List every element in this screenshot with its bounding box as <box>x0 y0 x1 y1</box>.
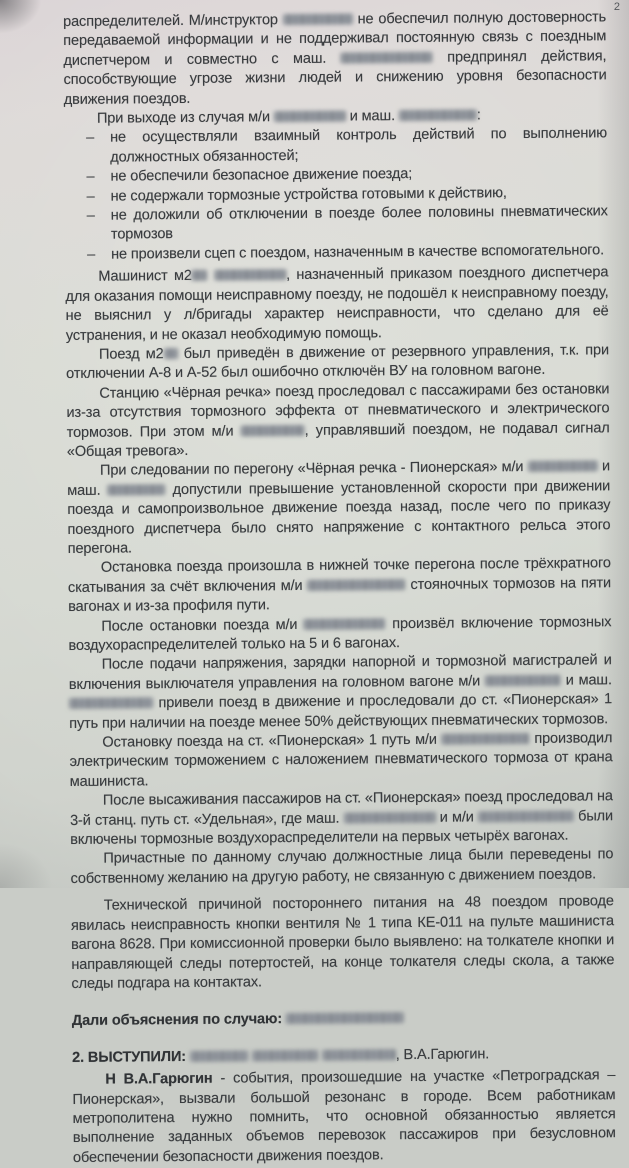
text-run: Машинист м2 <box>98 268 192 285</box>
redacted-name <box>69 697 153 709</box>
text-run: не обеспечил полную достоверность передаваемой информации и не поддерживал постоянную связь с поездным диспетчером и совместно с маш. <box>63 9 607 69</box>
text-run: После высаживания пассажиров на ст. «Пионерская» поезд проследовал на 3-й станц. путь ст. «Удельная», где маш. <box>69 788 613 829</box>
redacted-name <box>341 52 433 64</box>
redacted-name <box>307 579 405 591</box>
text-run: Поезд м2 <box>98 346 164 363</box>
text-run: Остановка поезда произошла в нижней точке перегона после трёхкратного скатывания за счёт включения м/и <box>67 555 611 596</box>
redacted-name <box>274 111 346 123</box>
bullet-text: не обеспечили безопасное движение поезда; <box>110 166 413 185</box>
text-run: привели поезд в движение и проследовали до ст. «Пионерская» 1 путь при наличии на поезде менее 50% действующих пневматических тормозов. <box>69 691 613 732</box>
text-run: Причастные по данному случаю должностные лица были переведены по собственному желанию на другую работу, не связанную с движением поездов. <box>70 846 614 887</box>
bullet-dash: – <box>87 246 96 263</box>
bullet-text: не произвели сцеп с поездом, назначенным в качестве вспомогательного. <box>111 242 605 263</box>
text-run: распределителей. М/инструктор <box>63 12 283 30</box>
bullet-dash: – <box>86 168 95 186</box>
text-run: 2. ВЫСТУПИЛИ: <box>72 1048 190 1066</box>
redacted-name <box>322 1049 396 1061</box>
redacted-name <box>163 348 177 359</box>
redacted-name <box>442 733 530 745</box>
bullet-dash: – <box>86 130 95 147</box>
text-run: При следовании по перегону «Чёрная речка - Пионерская» м/и <box>99 459 528 480</box>
paragraph-after-stop <box>68 613 611 657</box>
paragraph-udelnaya <box>70 787 613 850</box>
paragraph-driver-m2 <box>65 264 609 346</box>
redacted-name <box>304 618 386 630</box>
redacted-name <box>485 674 561 686</box>
redacted-name <box>192 270 208 281</box>
redacted-name <box>283 13 353 25</box>
bullet-dash: – <box>86 188 95 205</box>
paragraph-speakers <box>72 1044 615 1068</box>
bullet-text: не доложили об отключении в поезде более половины пневматических тормозов <box>110 203 608 244</box>
paragraph-chernaya-rechka <box>66 380 610 462</box>
text-run: допустили превышение установленной скорости при движении поезда и самопроизвольное движение поезда назад, после чего по приказу поездного диспетчера было снято напряжение с контактного рельса этого перегона. <box>67 477 611 557</box>
text-run: и маш. <box>345 108 399 125</box>
text-run: и м/и <box>435 809 478 826</box>
text-run: , назначенный приказом поездного диспетчера для оказания помощи неисправному поезду, не подошёл к неисправному поезду, не выяснил у л/бригады характер неисправности, что сделано для её устранения, и не оказал необходимую помощь. <box>65 264 609 344</box>
paragraph-span-speeding <box>67 458 611 560</box>
text-run: стояночных тормозов на пяти вагонах и из-за профиля пути. <box>68 575 612 616</box>
text-run: При выходе из случая м/и <box>96 109 274 127</box>
redacted-name <box>214 269 286 281</box>
text-run: , В.А.Гарюгин. <box>395 1046 490 1063</box>
paragraph-garyugin-speech <box>72 1066 616 1168</box>
redacted-name <box>252 1050 318 1062</box>
text-run: После подачи напряжения, зарядки напорной и тормозной магистралей и включения выключателя управления на головном вагоне м/и <box>68 652 612 693</box>
redacted-name <box>108 484 166 496</box>
redacted-name <box>528 461 598 473</box>
text-run: : <box>476 107 481 124</box>
text-run: Станцию «Чёрная речка» поезд проследовал с пассажирами без остановки из-за отсутствия тормозного эффекта от пневматического и электрического тормозов. При этом м/и <box>66 380 610 441</box>
bullet-item <box>64 125 607 169</box>
text-run: Технической причиной постороннего питания на 48 поездом проводе явилась неисправность кнопки вентиля № 1 типа КЕ-011 на пульте машиниста вагона 8628. При комиссионной проверки было выявлено: на толкателе кнопки и направляющей следы потертостей, на конце толкателя следы скола, а также следы подгара на контактах. <box>70 893 615 992</box>
redacted-name <box>241 424 305 436</box>
text-run: и маш. <box>560 672 612 689</box>
redacted-name <box>399 109 477 121</box>
text-run: и маш. <box>67 458 611 499</box>
redacted-name <box>286 1012 404 1024</box>
text-run: - события, произошедшие на участке «Петроградская – Пионерская», вызвали большой резонанс в городе. Всем работникам метрополитена нужно помнить, что основной обязанностью является выполнение заданных объемов перевозок пассажиров при безусловном обеспечении безопасности движения поездов. <box>72 1067 616 1166</box>
text-run: были включены тормозные воздухораспределители на первых четырёх вагонах. <box>70 807 614 849</box>
text-run: Остановку поезда на ст. «Пионерская» 1 путь м/и <box>102 731 442 751</box>
paragraph-distributors-continuation <box>63 8 607 110</box>
text-run: Н В.А.Гарюгин <box>105 1070 213 1088</box>
paragraph-explanations-given <box>72 1008 615 1032</box>
paragraph-after-power <box>69 652 613 734</box>
document-content <box>63 8 616 1168</box>
paragraph-officials-transferred <box>70 846 613 890</box>
bullet-dash: – <box>86 207 95 224</box>
paragraph-stop-lowest-point <box>68 555 611 618</box>
text-run: был приведён в движение от резервного управления, т.к. при отключении А-8 и А-52 был ошибочно отключён ВУ на головном вагоне. <box>66 342 610 383</box>
paragraph-stop-pionerskaya <box>69 729 612 792</box>
text-run: произвёл включение тормозных воздухораспределителей только на 5 и 6 вагонах. <box>68 613 612 654</box>
paragraph-train-m2 <box>66 341 609 385</box>
text-run: производил электрическим торможением с наложением пневматического тормоза от крана машиниста. <box>69 730 613 790</box>
bullet-item <box>65 202 608 246</box>
paragraph-technical-cause <box>71 893 615 995</box>
bullet-text: не содержали тормозные устройства готовыми к действию, <box>110 184 507 205</box>
redacted-name <box>190 1050 248 1062</box>
bullet-list <box>64 125 608 266</box>
redacted-name <box>478 810 574 822</box>
redacted-name <box>344 811 436 823</box>
text-run: После остановки поезда м/и <box>101 616 304 635</box>
bullet-item <box>65 241 608 265</box>
page-number: 2 <box>613 1 620 13</box>
text-run: Дали объяснения по случаю: <box>71 1011 286 1030</box>
bullet-text: не осуществляли взаимный контроль действий по выполнению должностных обязанностей; <box>110 125 608 166</box>
text-run: предпринял действия, способствующие угрозе жизни людей и снижению уровня безопасности движения поездов. <box>63 48 607 108</box>
text-run: , управлявший поездом, не подавал сигнал «Общая тревога». <box>66 419 610 460</box>
